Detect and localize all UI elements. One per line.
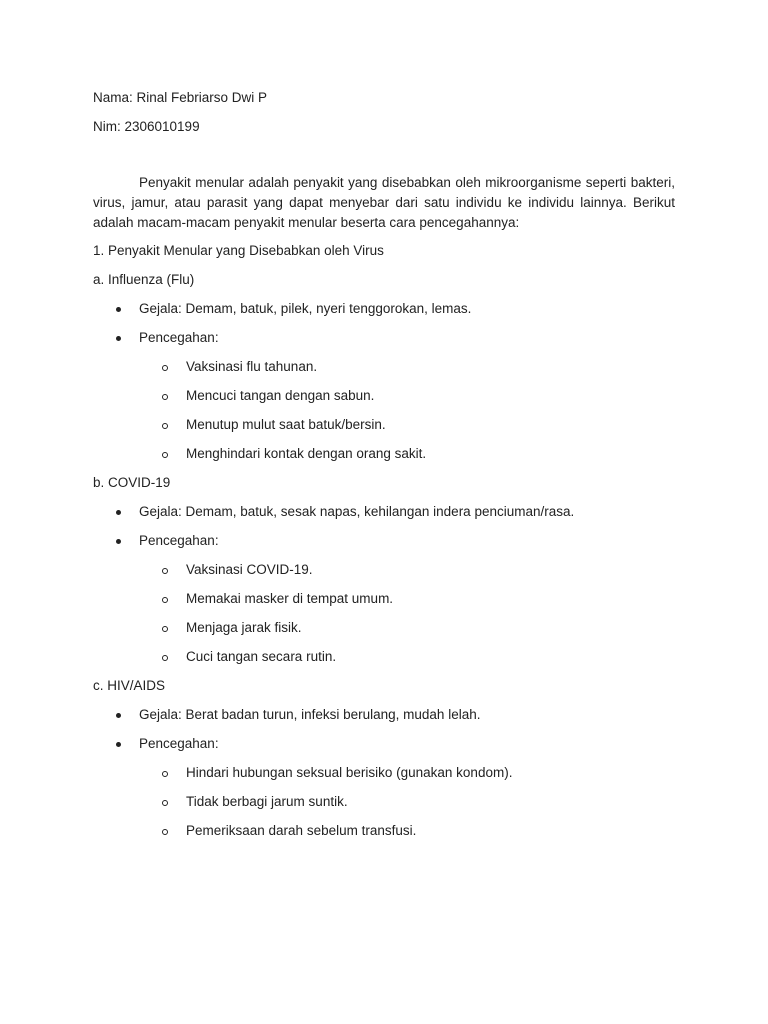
prevention-item: Vaksinasi flu tahunan. — [186, 359, 318, 374]
bullet-dot-icon — [116, 510, 121, 515]
section-heading: 1. Penyakit Menular yang Disebabkan oleh Virus — [93, 243, 384, 258]
disease-title: a. Influenza (Flu) — [93, 272, 195, 287]
bullet-circle-icon — [162, 568, 168, 574]
symptoms-text: Gejala: Demam, batuk, pilek, nyeri tenggorokan, lemas. — [139, 301, 472, 316]
prevention-item: Pemeriksaan darah sebelum transfusi. — [186, 823, 417, 838]
prevention-item: Tidak berbagi jarum suntik. — [186, 794, 348, 809]
bullet-dot-icon — [116, 307, 121, 312]
bullet-circle-icon — [162, 365, 168, 371]
bullet-circle-icon — [162, 655, 168, 661]
bullet-circle-icon — [162, 394, 168, 400]
bullet-circle-icon — [162, 800, 168, 806]
bullet-dot-icon — [116, 336, 121, 341]
bullet-dot-icon — [116, 742, 121, 747]
bullet-circle-icon — [162, 771, 168, 777]
prevention-label: Pencegahan: — [139, 736, 219, 751]
bullet-circle-icon — [162, 452, 168, 458]
intro-paragraph — [93, 173, 675, 233]
bullet-dot-icon — [116, 713, 121, 718]
bullet-circle-icon — [162, 423, 168, 429]
student-nim: Nim: 2306010199 — [93, 119, 200, 134]
bullet-dot-icon — [116, 539, 121, 544]
prevention-item: Memakai masker di tempat umum. — [186, 591, 394, 606]
prevention-label: Pencegahan: — [139, 330, 219, 345]
bullet-circle-icon — [162, 829, 168, 835]
prevention-item: Menutup mulut saat batuk/bersin. — [186, 417, 386, 432]
disease-title: c. HIV/AIDS — [93, 678, 166, 693]
prevention-item: Hindari hubungan seksual berisiko (gunakan kondom). — [186, 765, 513, 780]
prevention-item: Menjaga jarak fisik. — [186, 620, 302, 635]
bullet-circle-icon — [162, 626, 168, 632]
symptoms-text: Gejala: Demam, batuk, sesak napas, kehilangan indera penciuman/rasa. — [139, 504, 575, 519]
intro-text: Penyakit menular adalah penyakit yang disebabkan oleh mikroorganisme seperti bakteri, virus, jamur, atau parasit yang dapat menyebar dari satu individu ke individu lainnya. Berikut adalah macam-macam penyakit menular beserta cara pencegahannya: — [93, 175, 675, 230]
prevention-item: Cuci tangan secara rutin. — [186, 649, 337, 664]
prevention-item: Menghindari kontak dengan orang sakit. — [186, 446, 427, 461]
prevention-item: Vaksinasi COVID-19. — [186, 562, 313, 577]
prevention-item: Mencuci tangan dengan sabun. — [186, 388, 375, 403]
disease-title: b. COVID-19 — [93, 475, 171, 490]
student-name: Nama: Rinal Febriarso Dwi P — [93, 90, 268, 105]
prevention-label: Pencegahan: — [139, 533, 219, 548]
bullet-circle-icon — [162, 597, 168, 603]
symptoms-text: Gejala: Berat badan turun, infeksi berulang, mudah lelah. — [139, 707, 481, 722]
